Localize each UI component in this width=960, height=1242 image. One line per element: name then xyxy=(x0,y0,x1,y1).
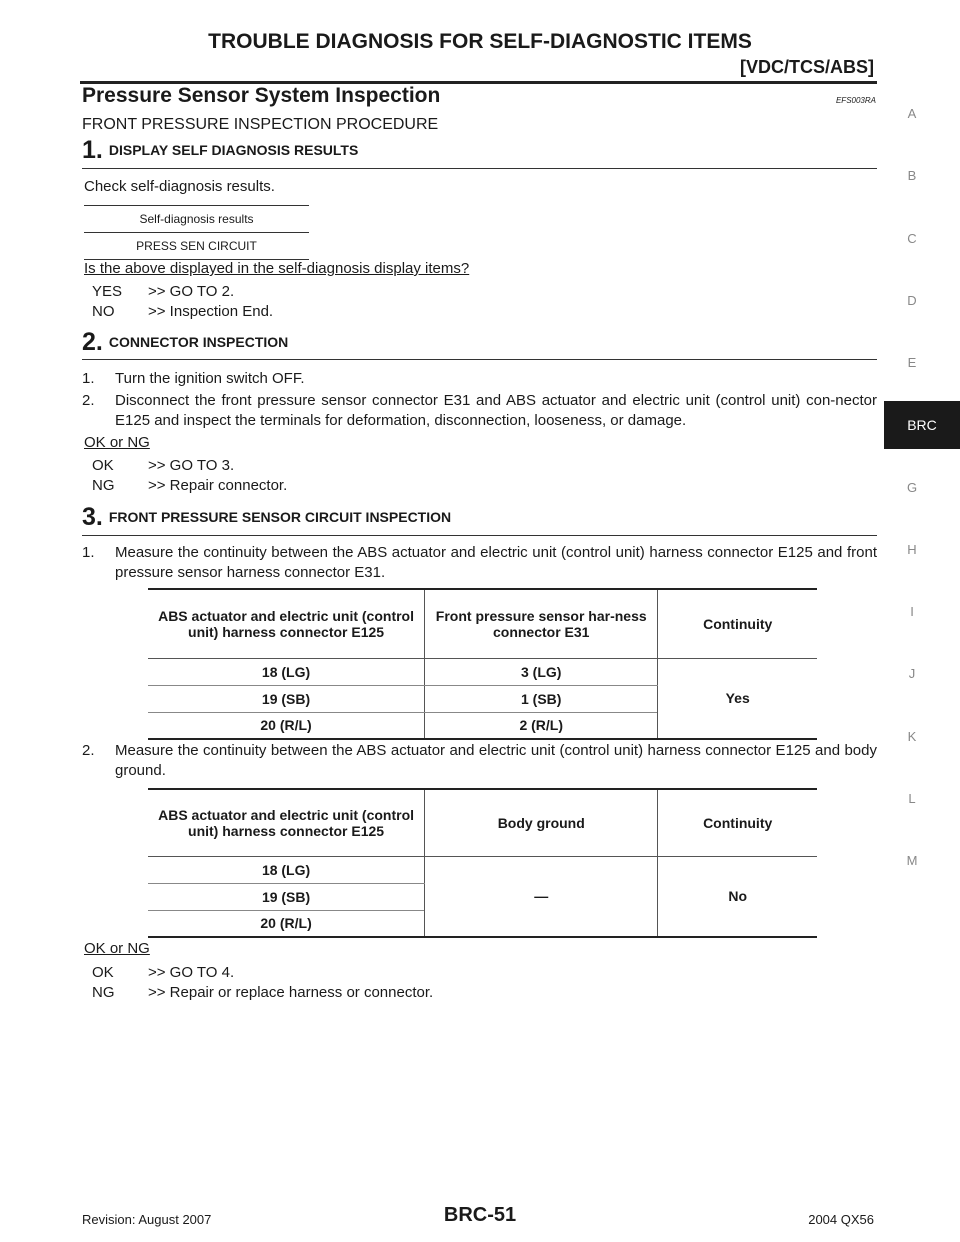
answer-no: NO >> Inspection End. xyxy=(92,303,274,320)
continuity-table-e31 xyxy=(148,588,817,740)
side-index-c[interactable]: C xyxy=(907,231,917,246)
step-3-heading xyxy=(82,503,451,532)
step-1-answers xyxy=(92,282,273,322)
side-index-l[interactable]: L xyxy=(908,791,916,806)
footer-page-number: BRC-51 xyxy=(443,1204,517,1226)
results-value: PRESS SEN CIRCUIT xyxy=(136,239,257,253)
answer-ok: OK >> GO TO 4. xyxy=(92,964,235,981)
results-header: Self-diagnosis results xyxy=(139,212,254,226)
side-index-a[interactable]: A xyxy=(907,106,917,121)
side-index-j[interactable]: J xyxy=(908,666,916,681)
table-cell: 18 (LG) xyxy=(148,856,425,883)
step-3-item-1: 1. Measure the continuity between the ABS actuator and electric unit (control unit) harness connector E125 and front pressure sensor harness connector E31. xyxy=(82,544,877,581)
procedure-title: FRONT PRESSURE INSPECTION PROCEDURE xyxy=(82,116,439,133)
footer-revision: Revision: August 2007 xyxy=(82,1212,212,1227)
side-index-h[interactable]: H xyxy=(907,542,917,557)
side-index-d[interactable]: D xyxy=(907,293,917,308)
table-cell: 19 (SB) xyxy=(148,685,425,712)
col-header-continuity: Continuity xyxy=(658,589,817,658)
side-index-g[interactable]: G xyxy=(906,480,918,495)
step-3-item-2: 2. Measure the continuity between the ABS actuator and electric unit (control unit) harness connector E125 and body ground. xyxy=(82,742,877,779)
step-1-text: Check self-diagnosis results. xyxy=(84,178,275,195)
table-header-row xyxy=(148,589,817,658)
page-header-subtitle: [VDC/TCS/ABS] xyxy=(740,57,874,77)
footer-model: 2004 QX56 xyxy=(808,1212,874,1227)
table-cell: 18 (LG) xyxy=(148,658,425,685)
col-header-sensor-connector: Front pressure sensor har-ness connector E31 xyxy=(425,589,658,658)
table-cell: 19 (SB) xyxy=(148,883,425,910)
step-2-rule xyxy=(82,359,877,360)
continuity-table-ground xyxy=(148,788,817,938)
step-1-title: DISPLAY SELF DIAGNOSIS RESULTS xyxy=(108,142,359,158)
table-cell: 2 (R/L) xyxy=(425,712,658,739)
body-ground-value: — xyxy=(425,856,658,937)
answer-ng: NG >> Repair or replace harness or connector. xyxy=(92,984,434,1001)
table-cell: 20 (R/L) xyxy=(148,712,425,739)
col-header-abs-connector: ABS actuator and electric unit (control unit) harness connector E125 xyxy=(148,589,425,658)
table-cell: 1 (SB) xyxy=(425,685,658,712)
col-header-body-ground: Body ground xyxy=(425,789,658,856)
step-3-title: FRONT PRESSURE SENSOR CIRCUIT INSPECTION xyxy=(108,509,452,525)
step-2-number: 2. xyxy=(82,328,103,356)
col-header-abs-connector: ABS actuator and electric unit (control unit) harness connector E125 xyxy=(148,789,425,856)
table-header-row xyxy=(148,789,817,856)
step-3-answers xyxy=(92,963,433,1003)
table-cell: 20 (R/L) xyxy=(148,910,425,937)
step-2-question: OK or NG xyxy=(84,434,150,451)
side-index-e[interactable]: E xyxy=(907,355,917,370)
answer-ng: NG >> Repair connector. xyxy=(92,477,288,494)
side-index-k[interactable]: K xyxy=(907,729,917,744)
step-2-title: CONNECTOR INSPECTION xyxy=(108,334,289,350)
continuity-value: Yes xyxy=(658,658,817,739)
side-index-brc-active[interactable]: BRC xyxy=(884,401,960,449)
table-row xyxy=(148,856,817,883)
step-2-answers xyxy=(92,456,287,496)
step-1-rule xyxy=(82,168,877,169)
page-header-title: TROUBLE DIAGNOSIS FOR SELF-DIAGNOSTIC ITEMS xyxy=(208,30,752,53)
step-1-number: 1. xyxy=(82,136,103,164)
step-3-number: 3. xyxy=(82,503,103,531)
step-2-item-2: 2. Disconnect the front pressure sensor connector E31 and ABS actuator and electric unit (control unit) con-nector E125 and inspect the terminals for deformation, disconnection, looseness, or damage. xyxy=(82,392,877,429)
continuity-value: No xyxy=(658,856,817,937)
col-header-continuity: Continuity xyxy=(658,789,817,856)
self-diagnosis-results-table xyxy=(84,205,309,260)
side-index-m[interactable]: M xyxy=(906,853,918,868)
step-3-rule xyxy=(82,535,877,536)
step-2-item-1: 1. Turn the ignition switch OFF. xyxy=(82,370,305,387)
side-index-b[interactable]: B xyxy=(907,168,917,183)
step-1-heading xyxy=(82,136,358,165)
table-cell: 3 (LG) xyxy=(425,658,658,685)
answer-ok: OK >> GO TO 3. xyxy=(92,457,235,474)
section-title: Pressure Sensor System Inspection xyxy=(82,84,441,107)
step-1-question: Is the above displayed in the self-diagnosis display items? xyxy=(84,260,470,277)
step-3-question: OK or NG xyxy=(84,940,150,957)
step-2-heading xyxy=(82,328,288,357)
table-row xyxy=(148,658,817,685)
section-code: EFS003RA xyxy=(835,96,876,105)
answer-yes: YES >> GO TO 2. xyxy=(92,283,235,300)
side-index-i[interactable]: I xyxy=(910,604,914,619)
